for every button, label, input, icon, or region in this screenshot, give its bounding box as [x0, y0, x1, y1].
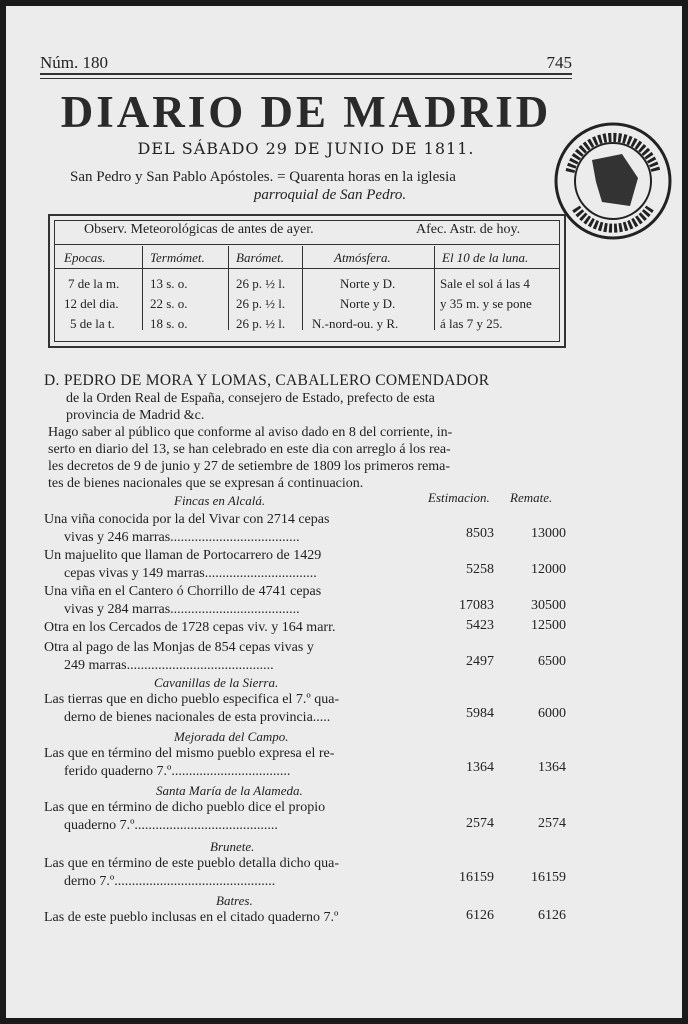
meteo-cell: N.-nord-ou. y R.: [312, 316, 399, 331]
saints-of-day: [70, 168, 550, 204]
meteo-col-divider: [228, 246, 229, 330]
meteo-cell: Norte y D.: [340, 276, 396, 291]
remate-value: 6500: [538, 654, 566, 669]
remate-value: 13000: [531, 526, 566, 541]
notice-line: provincia de Madrid &c.: [66, 408, 205, 423]
meteo-header-atmosfera: Atmósfera.: [334, 250, 391, 265]
meteo-cell: Norte y D.: [340, 296, 396, 311]
remate-value: 6000: [538, 706, 566, 721]
property-line: vivas y 246 marras.....................................: [64, 530, 300, 545]
meteo-cell: 18 s. o.: [150, 316, 188, 331]
remate-value: 6126: [538, 908, 566, 923]
header-rule: [40, 73, 572, 75]
meteo-header-epocas: Epocas.: [64, 250, 106, 265]
property-line: derno 7.º..............................................: [64, 874, 276, 889]
estimacion-value: 16159: [459, 870, 494, 885]
meteo-cell: 13 s. o.: [150, 276, 188, 291]
astro-title: Afec. Astr. de hoy.: [416, 222, 521, 237]
saints-line-2: parroquial de San Pedro.: [253, 187, 407, 203]
estimacion-value: 1364: [466, 760, 494, 775]
property-line: Una viña en el Cantero ó Chorrillo de 4741 cepas: [44, 584, 322, 599]
estimacion-value: 5423: [466, 618, 494, 633]
estimacion-value: 6126: [466, 908, 494, 923]
saints-line-1: San Pedro y San Pablo Apóstoles. = Quarenta horas en la iglesia: [70, 169, 456, 185]
meteo-header-luna: El 10 de la luna.: [442, 250, 529, 265]
header-rule-thin: [40, 78, 572, 79]
property-line: quaderno 7.º.........................................: [64, 818, 278, 833]
meteo-divider: [54, 244, 560, 245]
meteo-col-divider: [434, 246, 435, 330]
meteo-header-barometro: Barómet.: [236, 250, 285, 265]
property-line: Las de este pueblo inclusas en el citado quaderno 7.º: [44, 910, 339, 925]
page-number: 745: [546, 53, 572, 72]
section-title: Fincas en Alcalá.: [174, 493, 266, 508]
notice-line: les decretos de 9 de junio y 27 de setiembre de 1809 los primeros rema-: [48, 459, 450, 474]
issue-number: Núm. 180: [40, 53, 108, 72]
meteo-cell: y 35 m. y se pone: [440, 296, 532, 311]
property-line: Una viña conocida por la del Vivar con 2714 cepas: [44, 512, 330, 527]
meteo-col-divider: [302, 246, 303, 330]
remate-value: 1364: [538, 760, 566, 775]
section-title: Mejorada del Campo.: [174, 729, 289, 744]
property-line: Otra en los Cercados de 1728 cepas viv. y 164 marr.: [44, 620, 336, 635]
meteo-cell: 5 de la t.: [70, 316, 115, 331]
property-line: Las que en término de dicho pueblo dice el propio: [44, 800, 326, 815]
meteo-cell: 12 del dia.: [64, 296, 119, 311]
estimacion-value: 5984: [466, 706, 494, 721]
column-header-remate: Remate.: [510, 490, 553, 505]
property-line: Otra al pago de las Monjas de 854 cepas vivas y: [44, 640, 314, 655]
meteo-header-termometro: Termómet.: [150, 250, 205, 265]
remate-value: 2574: [538, 816, 566, 831]
notice-line: de la Orden Real de España, consejero de Estado, prefecto de esta: [66, 391, 435, 406]
meteo-cell: 26 p. ½ l.: [236, 276, 286, 291]
property-line: derno de bienes nacionales de esta provincia.....: [64, 710, 331, 725]
estimacion-value: 5258: [466, 562, 494, 577]
remate-value: 30500: [531, 598, 566, 613]
meteo-title: Observ. Meteorológicas de antes de ayer.: [84, 222, 314, 237]
remate-value: 16159: [531, 870, 566, 885]
page-header: [40, 53, 572, 73]
meteo-cell: 26 p. ½ l.: [236, 316, 286, 331]
meteo-cell: 7 de la m.: [68, 276, 120, 291]
notice-line: serto en diario del 13, se han celebrado en este dia con arreglo á los rea-: [48, 442, 451, 457]
property-line: cepas vivas y 149 marras................................: [64, 566, 317, 581]
library-stamp-icon: [552, 120, 674, 242]
remate-value: 12000: [531, 562, 566, 577]
section-title: Brunete.: [210, 839, 255, 854]
section-title: Cavanillas de la Sierra.: [154, 675, 279, 690]
meteo-col-divider: [142, 246, 143, 330]
masthead-title: DIARIO DE MADRID: [60, 87, 552, 137]
property-line: Las tierras que en dicho pueblo especifica el 7.º qua-: [44, 692, 340, 707]
notice-line: tes de bienes nacionales que se expresan á continuacion.: [48, 476, 364, 491]
property-line: Un majuelito que llaman de Portocarrero de 1429: [44, 548, 322, 563]
meteo-cell: 26 p. ½ l.: [236, 296, 286, 311]
meteo-cell: 22 s. o.: [150, 296, 188, 311]
meteo-cell: Sale el sol á las 4: [440, 276, 530, 291]
estimacion-value: 17083: [459, 598, 494, 613]
estimacion-value: 2497: [466, 654, 494, 669]
property-line: vivas y 284 marras.....................................: [64, 602, 300, 617]
meteorological-table: [48, 214, 566, 348]
column-header-estimacion: Estimacion.: [428, 490, 490, 505]
property-line: 249 marras..........................................: [64, 658, 274, 673]
estimacion-value: 2574: [466, 816, 494, 831]
meteo-divider: [54, 268, 560, 269]
notice-line: Hago saber al público que conforme al aviso dado en 8 del corriente, in-: [48, 425, 453, 440]
property-line: Las que en término del mismo pueblo expresa el re-: [44, 746, 335, 761]
property-line: Las que en término de este pueblo detalla dicho qua-: [44, 856, 340, 871]
meteo-cell: á las 7 y 25.: [440, 316, 503, 331]
estimacion-value: 8503: [466, 526, 494, 541]
property-line: ferido quaderno 7.º..................................: [64, 764, 291, 779]
notice-heading: D. PEDRO DE MORA Y LOMAS, CABALLERO COMENDADOR: [44, 372, 490, 389]
section-title: Batres.: [216, 893, 253, 908]
masthead-date: DEL SÁBADO 29 DE JUNIO DE 1811.: [137, 139, 475, 158]
remate-value: 12500: [531, 618, 566, 633]
section-title: Santa María de la Alameda.: [156, 783, 303, 798]
newspaper-page: [6, 6, 682, 1018]
